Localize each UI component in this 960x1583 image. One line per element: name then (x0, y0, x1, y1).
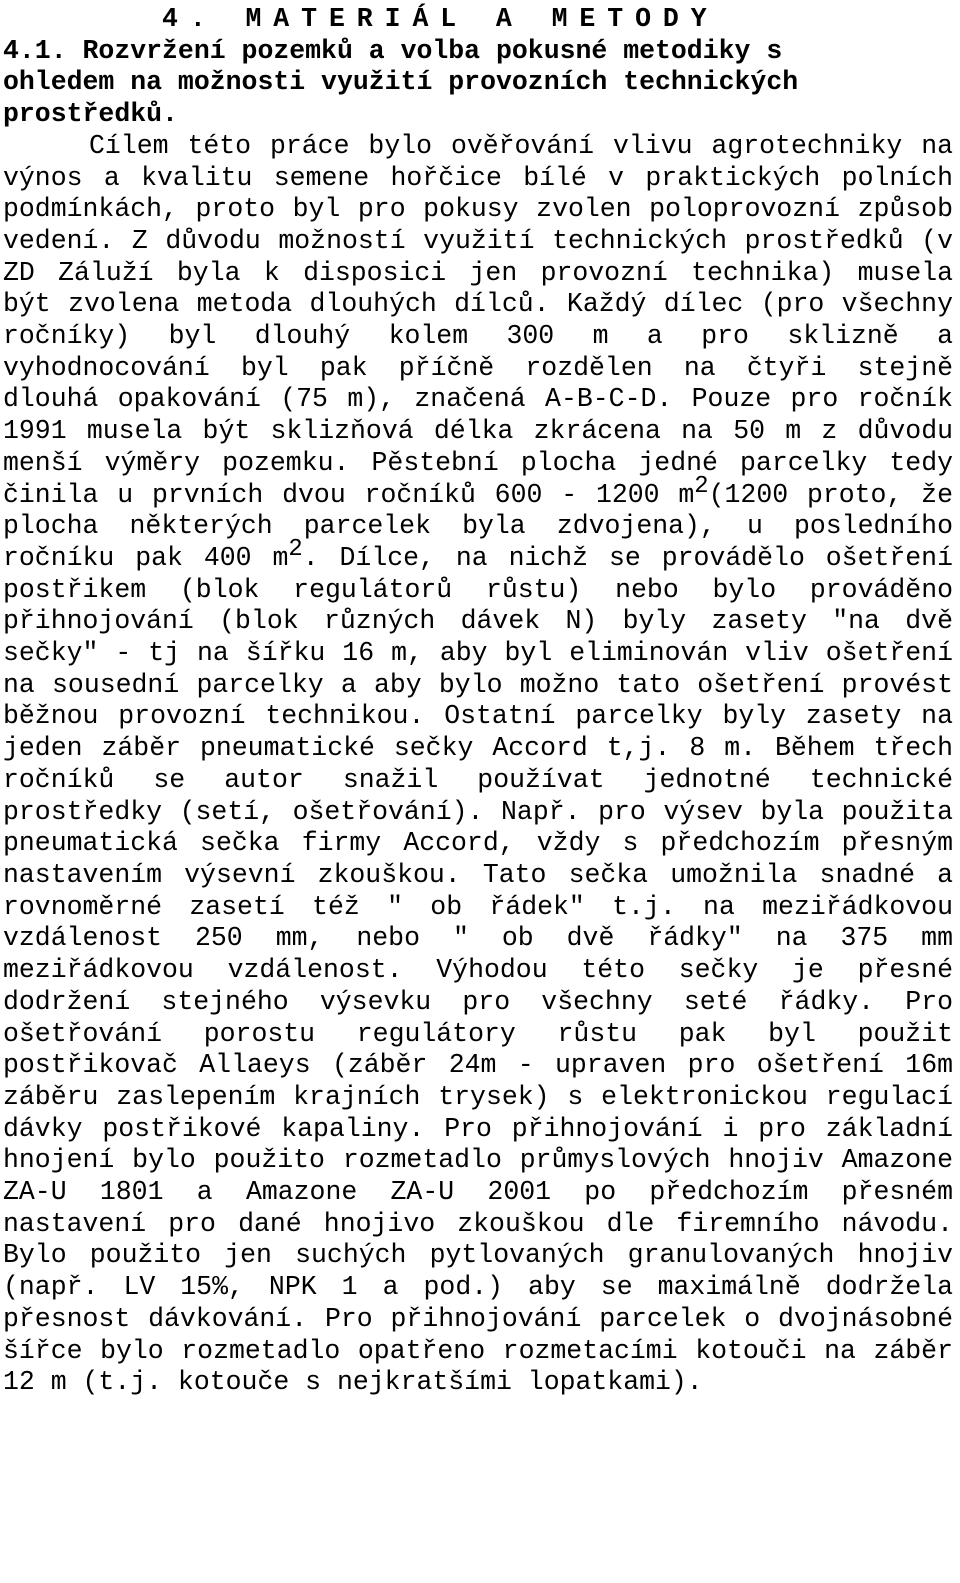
paragraph-text: Cílem této práce bylo ověřování vlivu agrotechniky na výnos a kvalitu semene hořčice bílé v praktických polních podmínkách, proto byl pro pokusy zvolen poloprovozní způsob vedení. Z důvodu možností využití technických prostředků (v ZD Záluží byla k disposici jen provozní technika) musela být zvolena metoda dlouhých dílců. Každý dílec (pro všechny ročníky) byl dlouhý kolem 300 m a pro sklizně a vyhodnocování byl pak příčně rozdělen na čtyři stejně dlouhá opakování (75 m), značená A-B-C-D. Pouze pro ročník 1991 musela být sklizňová délka zkrácena na 50 m z důvodu menší výměry pozemku. Pěstební plocha jedné parcelky tedy činila u prvních dvou ročníků 600 - 1200 m (3, 130, 953, 510)
section-heading (3, 36, 953, 131)
document-page (3, 4, 953, 1399)
paragraph-text: (1200 proto, že plocha některých parcelek byla zdvojena), u posledního ročníku pak 400 m (3, 479, 953, 573)
superscript: 2 (288, 536, 303, 564)
section-heading-line: ohledem na možnosti využití provozních technických (3, 67, 799, 98)
body-paragraph (3, 131, 953, 1399)
superscript: 2 (694, 472, 709, 500)
paragraph-text: . Dílce, na nichž se provádělo ošetření postřikem (blok regulátorů růstu) nebo bylo prováděno přihnojování (blok různých dávek N) byly zasety "na dvě sečky" - tj na šířku 16 m, aby byl eliminován vliv ošetření na sousední parcelky a aby bylo možno tato ošetření provést běžnou provozní technikou. Ostatní parcelky byly zasety na jeden záběr pneumatické sečky Accord t,j. 8 m. Během třech ročníků se autor snažil používat jednotné technické prostředky (setí, ošetřování). Např. pro výsev byla použita pneumatická sečka firmy Accord, vždy s předchozím přesným nastavením výsevní zkouškou. Tato sečka umožnila snadné a rovnoměrné zasetí též " ob řádek" t.j. na meziřádkovou vzdálenost 250 mm, nebo " ob dvě řádky" na 375 mm meziřádkovou vzdálenost. Výhodou této sečky je přesné dodržení stejného výsevku pro všechny seté řádky. Pro ošetřování porostu regulátory růstu pak byl použit postřikovač Allaeys (záběr 24m - upraven pro ošetření 16m záběru zaslepením krajních trysek) s elektronickou regulací dávky postřikové kapaliny. Pro přihnojování i pro základní hnojení bylo použito rozmetadlo průmyslových hnojiv Amazone ZA-U 1801 a Amazone ZA-U 2001 po předchozím přesném nastavení pro dané hnojivo zkouškou dle firemního návodu. Bylo použito jen suchých pytlovaných granulovaných hnojiv (např. LV 15%, NPK 1 a pod.) aby se maximálně dodržela přesnost dávkování. Pro přihnojování parcelek o dvojnásobné šířce bylo rozmetadlo opatřeno rozmetacími kotouči na záběr 12 m (t.j. kotouče s nejkratšími lopatkami). (3, 542, 953, 1398)
section-heading-line: 4.1. Rozvržení pozemků a volba pokusné metodiky s (3, 35, 783, 66)
section-heading-line: prostředků. (3, 99, 178, 130)
chapter-heading: 4. MATERIÁL A METODY (162, 4, 719, 34)
